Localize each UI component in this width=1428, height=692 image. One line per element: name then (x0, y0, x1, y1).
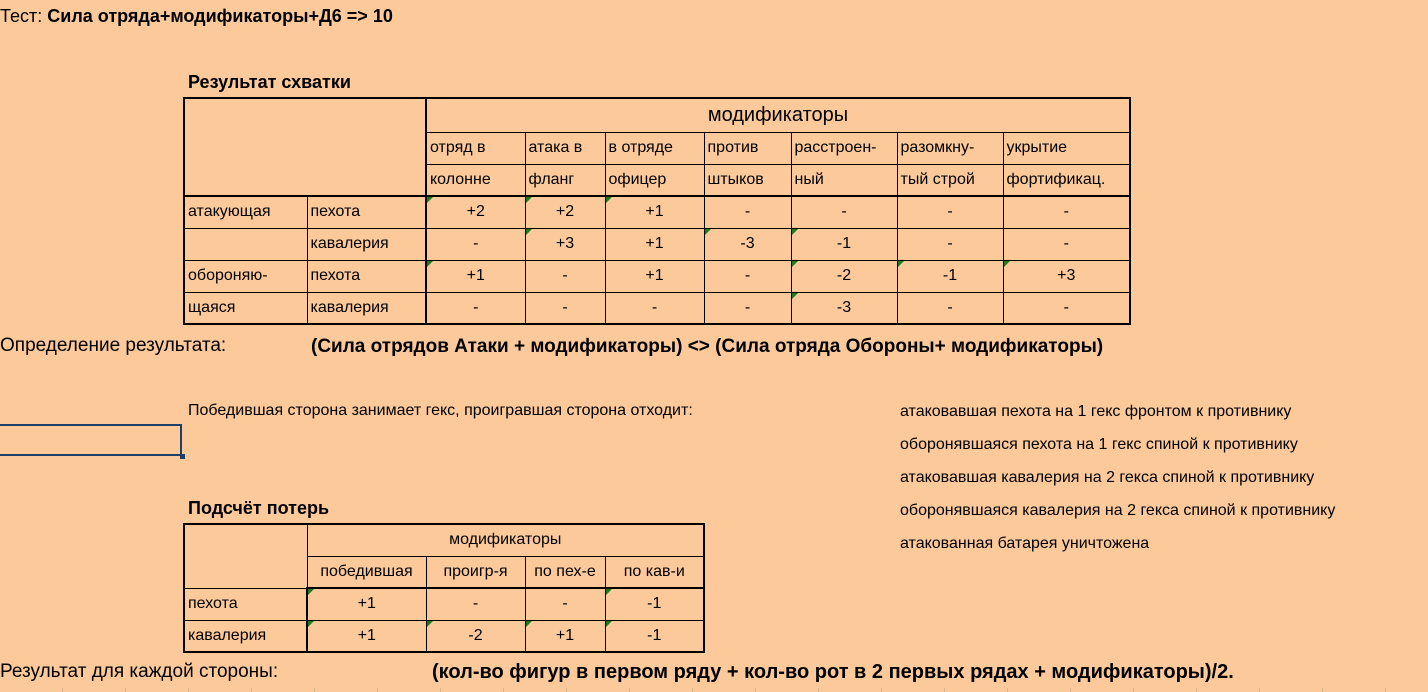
melee-modifier-value[interactable]: +2 (426, 196, 525, 228)
losses-unit-label: пехота (184, 588, 307, 620)
melee-table (183, 97, 1131, 325)
melee-side-label: обороняю- (184, 260, 307, 292)
losses-row (184, 588, 704, 620)
corner-cell[interactable] (184, 98, 426, 196)
melee-col-header-line2: колонне (426, 164, 525, 196)
melee-modifier-value[interactable]: -3 (791, 292, 897, 324)
melee-modifier-value[interactable]: - (897, 196, 1003, 228)
result-definition (0, 335, 226, 357)
melee-modifier-value[interactable]: +3 (525, 228, 605, 260)
outcome-item: оборонявшаяся кавалерия на 2 гекса спиной к противнику (900, 502, 1336, 519)
melee-col-header-line2: ный (791, 164, 897, 196)
melee-col-header-line1: расстроен- (791, 132, 897, 164)
melee-modifier-value[interactable]: - (605, 292, 704, 324)
melee-row (184, 196, 1130, 228)
sheet-gridlines (0, 688, 1428, 692)
test-prefix: Тест: (0, 6, 43, 26)
melee-unit-label: кавалерия (307, 292, 426, 324)
losses-table (183, 523, 705, 653)
melee-modifier-value[interactable]: +2 (525, 196, 605, 228)
melee-side-label: щаяся (184, 292, 307, 324)
melee-modifier-value[interactable]: - (1003, 196, 1130, 228)
melee-unit-label: пехота (307, 196, 426, 228)
melee-modifier-value[interactable]: - (1003, 228, 1130, 260)
melee-modifier-value[interactable]: - (1003, 292, 1130, 324)
test-line (0, 5, 393, 27)
melee-modifier-value[interactable]: +1 (605, 196, 704, 228)
melee-side-label (184, 228, 307, 260)
losses-modifiers-header: модификаторы (307, 524, 704, 556)
melee-modifier-value[interactable]: -1 (897, 260, 1003, 292)
losses-modifier-value[interactable]: +1 (307, 620, 426, 652)
melee-col-header-line1: против (704, 132, 791, 164)
losses-modifier-value[interactable]: +1 (307, 588, 426, 620)
melee-modifier-value[interactable]: - (704, 292, 791, 324)
result-definition-formula: (Сила отрядов Атаки + модификаторы) <> (Сила отряда Обороны+ модификаторы) (311, 336, 1104, 357)
losses-col-header: победившая (307, 556, 426, 588)
melee-side-label: атакующая (184, 196, 307, 228)
melee-col-header-line1: отряд в (426, 132, 525, 164)
melee-modifier-value[interactable]: +1 (605, 228, 704, 260)
test-formula: Сила отряда+модификаторы+Д6 => 10 (47, 6, 393, 26)
melee-modifier-value[interactable]: - (897, 292, 1003, 324)
melee-modifier-value[interactable]: - (791, 196, 897, 228)
melee-col-header-line1: атака в (525, 132, 605, 164)
outcome-item: оборонявшаяся пехота на 1 гекс спиной к противнику (900, 436, 1298, 453)
losses-col-header: по пех-е (525, 556, 605, 588)
losses-modifier-value[interactable]: - (426, 588, 525, 620)
losses-modifier-value[interactable]: -1 (605, 620, 704, 652)
melee-col-header-line2: штыков (704, 164, 791, 196)
melee-title: Результат схватки (188, 72, 351, 92)
losses-corner-cell[interactable] (184, 524, 307, 588)
melee-col-header-line1: в отряде (605, 132, 704, 164)
melee-modifier-value[interactable]: - (426, 292, 525, 324)
losses-col-header: по кав-и (605, 556, 704, 588)
melee-row (184, 228, 1130, 260)
fill-handle[interactable] (180, 454, 185, 459)
melee-modifier-value[interactable]: - (704, 260, 791, 292)
outcome-item: атаковавшая пехота на 1 гекс фронтом к противнику (900, 403, 1292, 420)
melee-modifier-value[interactable]: - (525, 292, 605, 324)
melee-col-header-line2: тый строй (897, 164, 1003, 196)
outcome-item: атаковавшая кавалерия на 2 гекса спиной к противнику (900, 469, 1315, 486)
losses-col-header: проигр-я (426, 556, 525, 588)
melee-modifier-value[interactable]: - (897, 228, 1003, 260)
melee-modifier-value[interactable]: - (525, 260, 605, 292)
melee-modifier-value[interactable]: -3 (704, 228, 791, 260)
losses-unit-label: кавалерия (184, 620, 307, 652)
melee-col-header-line1: укрытие (1003, 132, 1130, 164)
selected-cell[interactable] (0, 424, 182, 456)
melee-modifier-value[interactable]: +1 (426, 260, 525, 292)
melee-col-header-line2: фортификац. (1003, 164, 1130, 196)
melee-col-header-line2: офицер (605, 164, 704, 196)
melee-col-header-line2: фланг (525, 164, 605, 196)
melee-modifier-value[interactable]: - (426, 228, 525, 260)
outcome-item: атакованная батарея уничтожена (900, 535, 1150, 552)
losses-title: Подсчёт потерь (188, 498, 330, 518)
result-definition-label: Определение результата: (0, 335, 227, 356)
losses-modifier-value[interactable]: - (525, 588, 605, 620)
melee-modifier-value[interactable]: +1 (605, 260, 704, 292)
melee-col-header-line1: разомкну- (897, 132, 1003, 164)
losses-row (184, 620, 704, 652)
melee-modifier-value[interactable]: -2 (791, 260, 897, 292)
melee-unit-label: кавалерия (307, 228, 426, 260)
result-each-formula: (кол-во фигур в первом ряду + кол-во рот в 2 первых рядах + модификаторы)/2. (432, 661, 1234, 683)
victory-text: Победившая сторона занимает гекс, проигравшая сторона отходит: (188, 402, 693, 419)
melee-modifier-value[interactable]: - (704, 196, 791, 228)
losses-modifier-value[interactable]: +1 (525, 620, 605, 652)
melee-row (184, 260, 1130, 292)
losses-modifier-value[interactable]: -1 (605, 588, 704, 620)
melee-row (184, 292, 1130, 324)
losses-modifier-value[interactable]: -2 (426, 620, 525, 652)
melee-modifier-value[interactable]: -1 (791, 228, 897, 260)
melee-modifiers-header: модификаторы (426, 98, 1130, 132)
melee-modifier-value[interactable]: +3 (1003, 260, 1130, 292)
result-each-label: Результат для каждой стороны: (0, 661, 279, 682)
melee-unit-label: пехота (307, 260, 426, 292)
